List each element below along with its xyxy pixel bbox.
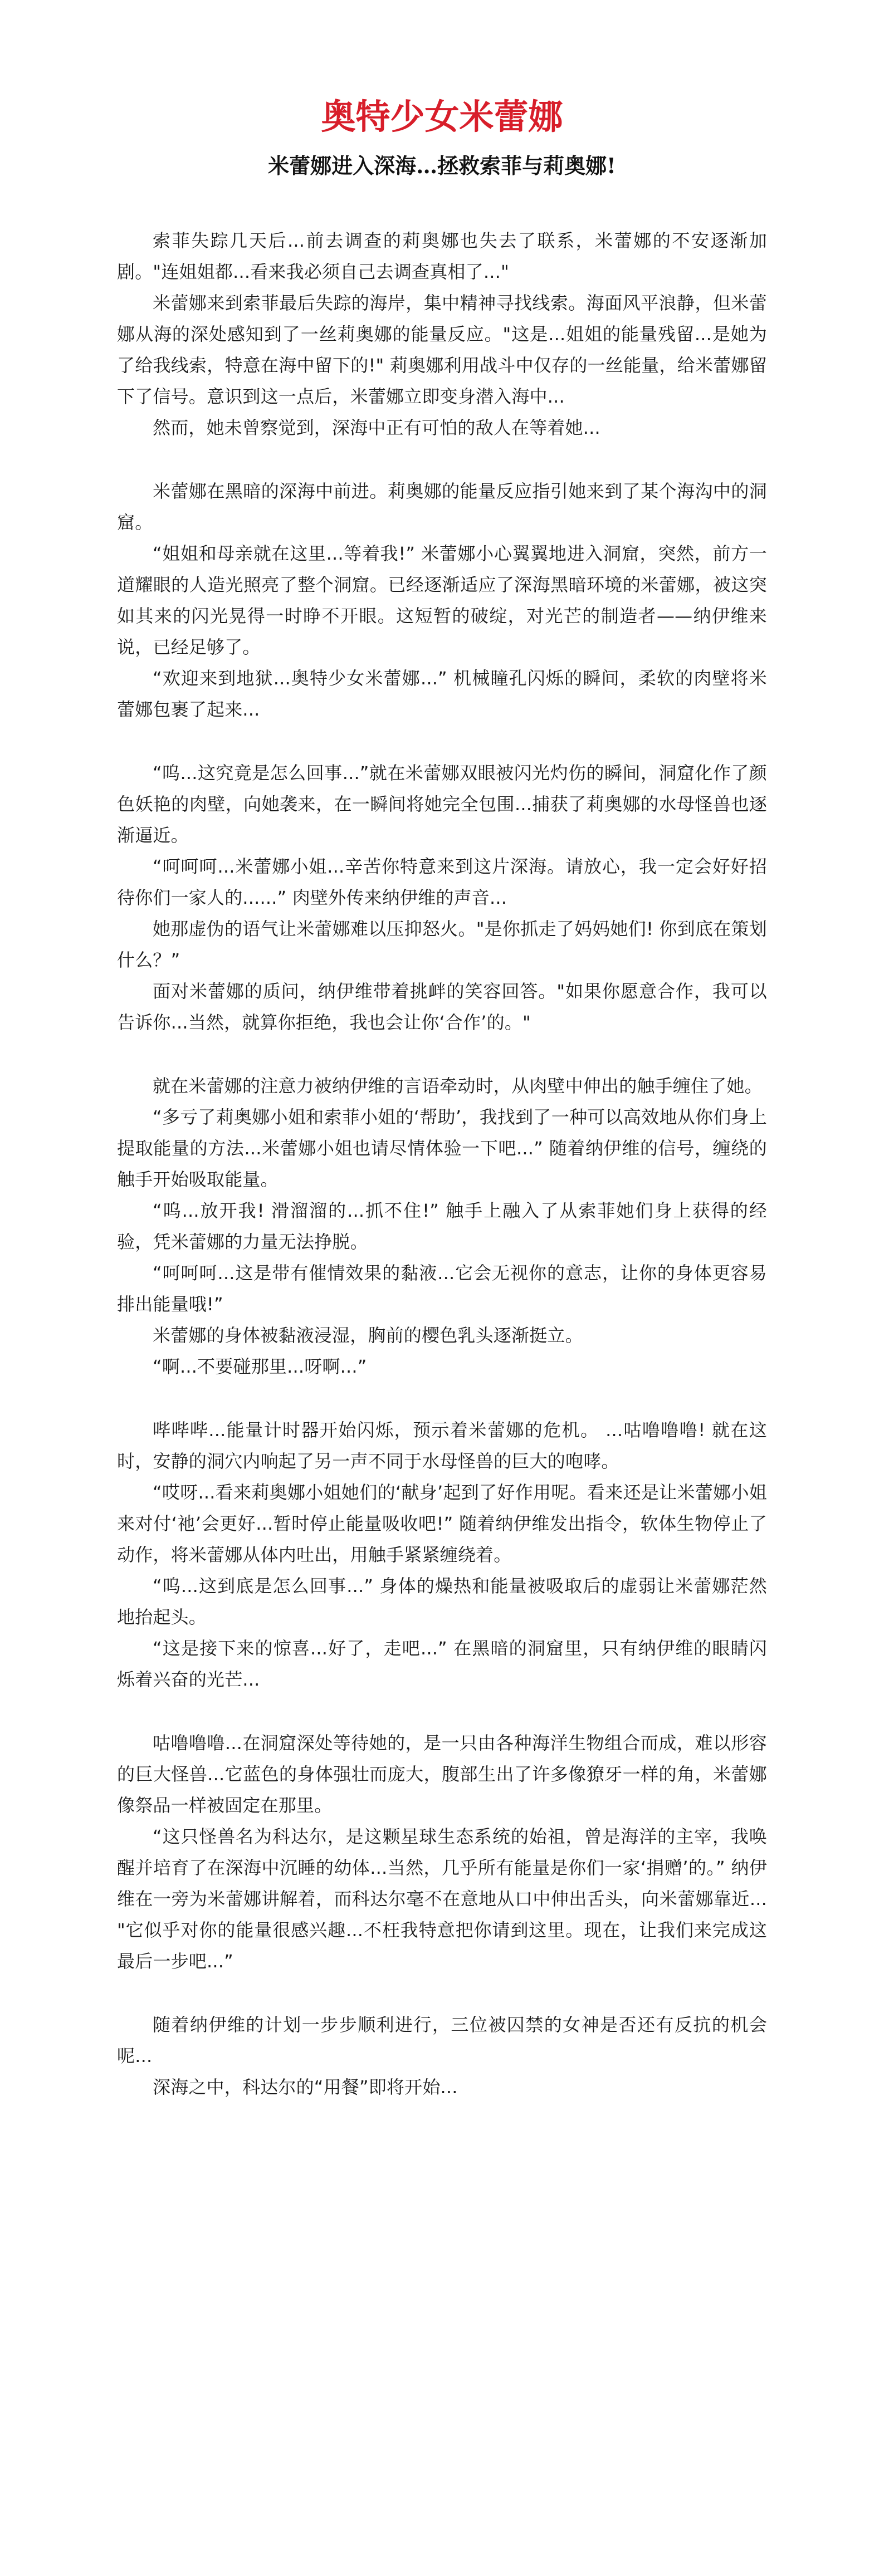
- story-paragraph: “哎呀...看来莉奥娜小姐她们的‘献身’起到了好作用呢。看来还是让米蕾娜小姐来对付‘祂’会更好...暂时停止能量吸收吧!” 随着纳伊维发出指令，软体生物停止了动作，将米蕾娜从体内吐出，用触手紧紧缠绕着。: [117, 1482, 767, 1565]
- story-paragraph: “啊...不要碰那里...呀啊...”: [153, 1356, 367, 1377]
- story-paragraph: “呵呵呵...米蕾娜小姐...辛苦你特意来到这片深海。请放心，我一定会好好招待你们一家人的......” 肉壁外传来纳伊维的声音...: [117, 856, 767, 908]
- story-paragraph: 面对米蕾娜的质问，纳伊维带着挑衅的笑容回答。"如果你愿意合作，我可以告诉你...当然，就算你拒绝，我也会让你‘合作’的。": [117, 981, 767, 1033]
- story-section: [117, 1727, 767, 1977]
- story-paragraph: 就在米蕾娜的注意力被纳伊维的言语牵动时，从肉壁中伸出的触手缠住了她。: [153, 1075, 763, 1096]
- page-title: 奥特少女米蕾娜: [321, 96, 563, 137]
- story-section: [117, 225, 767, 443]
- story-body: [117, 225, 767, 2103]
- story-paragraph: 索菲失踪几天后...前去调查的莉奥娜也失去了联系，米蕾娜的不安逐渐加剧。"连姐姐都...看来我必须自己去调查真相了...": [117, 230, 767, 282]
- story-paragraph: “呵呵呵...这是带有催情效果的黏液...它会无视你的意志，让你的身体更容易排出能量哦!”: [117, 1262, 767, 1315]
- story-paragraph: 她那虚伪的语气让米蕾娜难以压抑怒火。"是你抓走了妈妈她们! 你到底在策划什么？”: [117, 918, 767, 971]
- story-paragraph: “呜...这究竟是怎么回事...”就在米蕾娜双眼被闪光灼伤的瞬间，洞窟化作了颜色妖艳的肉壁，向她袭来，在一瞬间将她完全包围...捕获了莉奥娜的水母怪兽也逐渐逼近。: [117, 762, 767, 846]
- story-section: [117, 1414, 767, 1695]
- story-section: [117, 2009, 767, 2103]
- story-paragraph: 咕噜噜噜...在洞窟深处等待她的，是一只由各种海洋生物组合而成，难以形容的巨大怪兽...它蓝色的身体强壮而庞大，腹部生出了许多像獠牙一样的角，米蕾娜像祭品一样被固定在那里。: [117, 1732, 767, 1816]
- story-section: [117, 757, 767, 1038]
- story-paragraph: “姐姐和母亲就在这里...等着我!” 米蕾娜小心翼翼地进入洞窟，突然，前方一道耀眼的人造光照亮了整个洞窟。已经逐渐适应了深海黑暗环境的米蕾娜，被这突如其来的闪光晃得一时睁不开眼。这短暂的破绽，对光芒的制造者——纳伊维来说，已经足够了。: [117, 543, 767, 658]
- story-paragraph: 随着纳伊维的计划一步步顺利进行，三位被囚禁的女神是否还有反抗的机会呢...: [117, 2014, 767, 2066]
- page-subtitle: 米蕾娜进入深海…拯救索菲与莉奥娜!: [268, 153, 616, 178]
- story-paragraph: 米蕾娜来到索菲最后失踪的海岸，集中精神寻找线索。海面风平浪静，但米蕾娜从海的深处感知到了一丝莉奥娜的能量反应。"这是...姐姐的能量残留...是她为了给我线索，特意在海中留下的!" 莉奥娜利用战斗中仅存的一丝能量，给米蕾娜留下了信号。意识到这一点后，米蕾娜立即变身潜入海中...: [117, 292, 767, 407]
- story-paragraph: “欢迎来到地狱...奥特少女米蕾娜...” 机械瞳孔闪烁的瞬间，柔软的肉壁将米蕾娜包裹了起来...: [117, 668, 767, 720]
- story-paragraph: “这只怪兽名为科达尔，是这颗星球生态系统的始祖，曾是海洋的主宰，我唤醒并培育了在深海中沉睡的幼体...当然，几乎所有能量是你们一家‘捐赠’的。” 纳伊维在一旁为米蕾娜讲解着，而科达尔毫不在意地从口中伸出舌头，向米蕾娜靠近... "它似乎对你的能量很感兴趣...不枉我特意把你请到这里。现在，让我们来完成这最后一步吧...”: [117, 1826, 767, 1972]
- story-paragraph: 米蕾娜在黑暗的深海中前进。莉奥娜的能量反应指引她来到了某个海沟中的洞窟。: [117, 481, 767, 533]
- story-paragraph: “多亏了莉奥娜小姐和索菲小姐的‘帮助’，我找到了一种可以高效地从你们身上提取能量的方法...米蕾娜小姐也请尽情体验一下吧...” 随着纳伊维的信号，缠绕的触手开始吸取能量。: [117, 1106, 767, 1190]
- story-paragraph: “这是接下来的惊喜...好了，走吧...” 在黑暗的洞窟里，只有纳伊维的眼睛闪烁着兴奋的光芒...: [117, 1638, 767, 1690]
- story-paragraph: “呜...这到底是怎么回事...” 身体的燥热和能量被吸取后的虚弱让米蕾娜茫然地抬起头。: [117, 1575, 767, 1628]
- story-paragraph: 米蕾娜的身体被黏液浸湿，胸前的樱色乳头逐渐挺立。: [153, 1325, 583, 1346]
- story-section: [117, 476, 767, 725]
- story-paragraph: 深海之中，科达尔的“用餐”即将开始...: [153, 2077, 458, 2098]
- story-paragraph: “呜...放开我! 滑溜溜的...抓不住!” 触手上融入了从索菲她们身上获得的经验，凭米蕾娜的力量无法挣脱。: [117, 1200, 767, 1252]
- story-section: [117, 1070, 767, 1382]
- story-paragraph: 哔哔哔...能量计时器开始闪烁，预示着米蕾娜的危机。 ...咕噜噜噜! 就在这时，安静的洞穴内响起了另一声不同于水母怪兽的巨大的咆哮。: [117, 1419, 767, 1472]
- story-paragraph: 然而，她未曾察觉到，深海中正有可怕的敌人在等着她...: [153, 417, 600, 438]
